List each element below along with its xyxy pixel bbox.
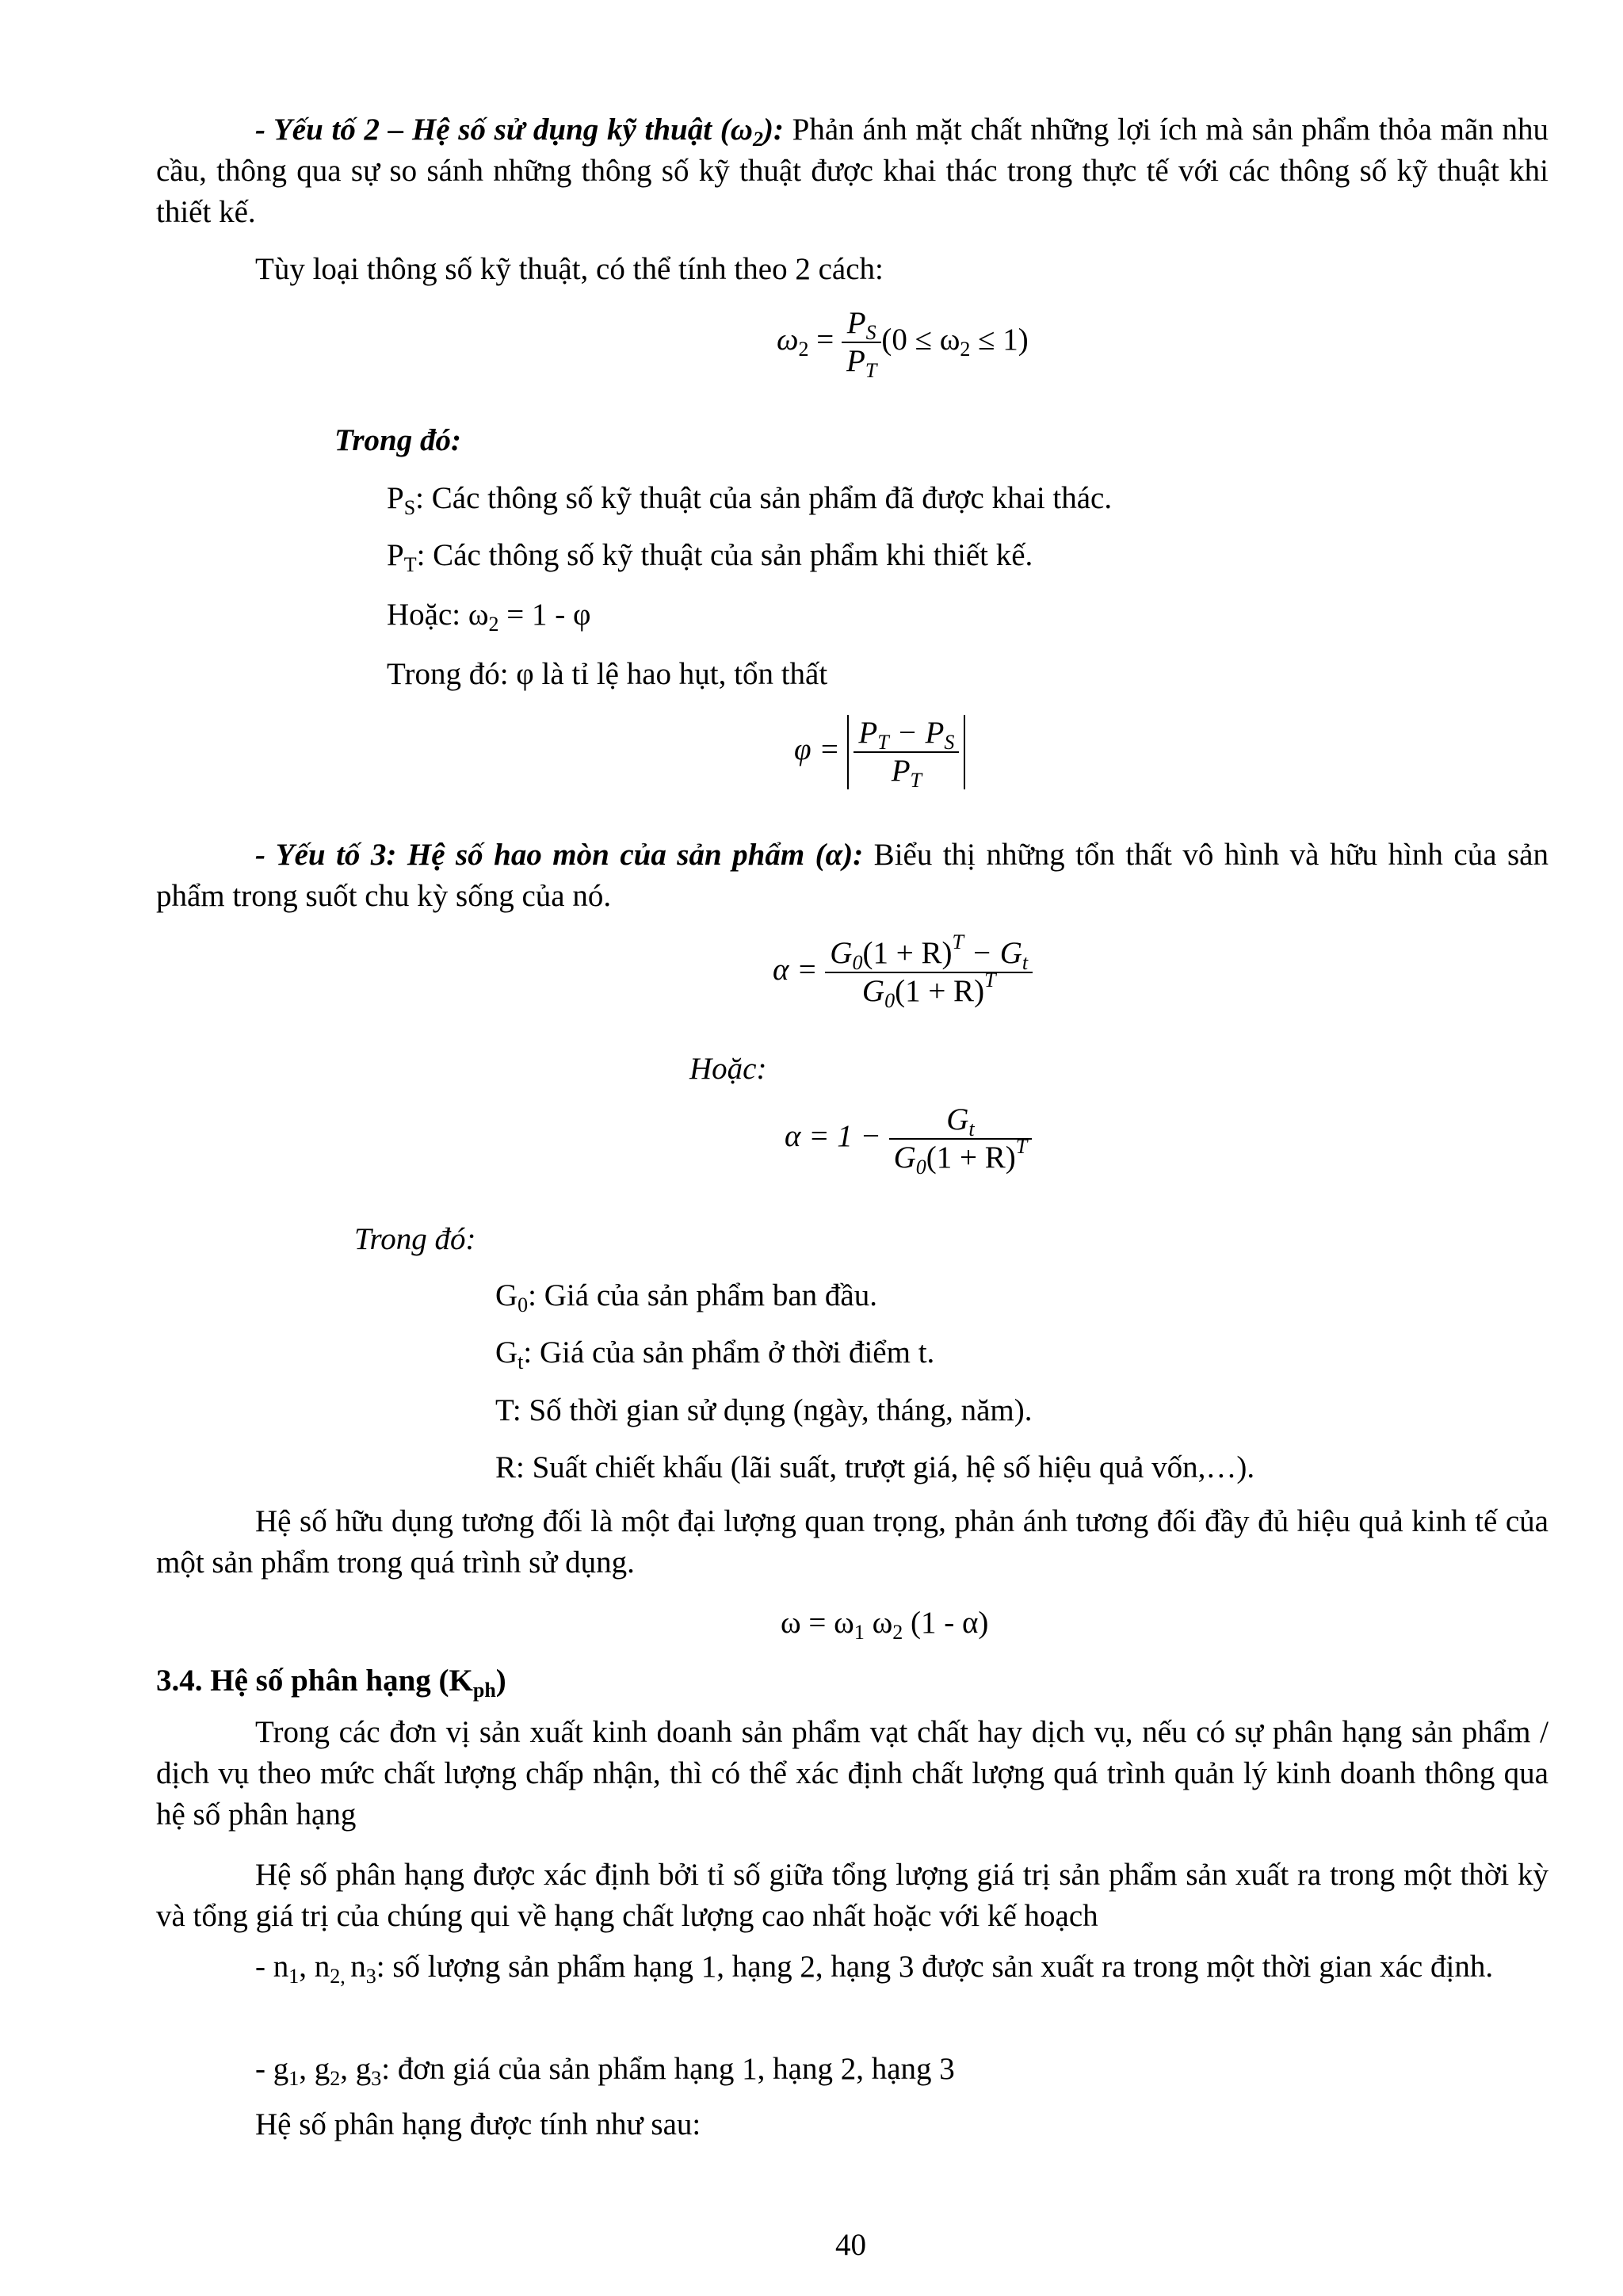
summary-paragraph: Hệ số hữu dụng tương đối là một đại lượng quan trọng, phản ánh tương đối đầy đủ hiệu quả kinh tế của một sản phẩm trong quá trình sử dụng. xyxy=(156,1504,1549,1580)
n-definition: - $n_1$, $n_{2,}$ $n_3$: số lượng sản phẩm hạng 1, hạng 2, hạng 3 được sản xuất ra trong một thời gian xác định. xyxy=(255,1950,1494,1988)
factor3-paragraph xyxy=(156,835,1549,917)
omega2-equation: $\omega_2$ = $\frac{P_S}{P_T}$ $(0 \le \omega_2 \le 1)$ xyxy=(777,306,1029,382)
factor3-title: - Yếu tố 3: Hệ số hao mòn của sản phẩm (α): xyxy=(255,838,864,872)
factor2-title: - Yếu tố 2 – Hệ số sử dụng kỹ thuật $(\omega_2)$: xyxy=(255,113,784,151)
omega2-alt-formula: Hoặc: $\omega_2 = 1 - \varphi$ xyxy=(387,598,591,636)
factor3-text: Biểu thị những tổn thất vô hình và hữu hình của sản phẩm trong suốt chu kỳ sống của nó. xyxy=(156,838,1549,913)
ps-definition: $P_S$: Các thông số kỹ thuật của sản phẩm đã được khai thác. xyxy=(387,481,1113,519)
def-g0: $G_0$: Giá của sản phẩm ban đầu. xyxy=(495,1278,877,1316)
factor2-ways-text: Tùy loại thông số kỹ thuật, có thể tính theo 2 cách: xyxy=(255,252,884,286)
g-definition: - $g_1$, $g_2$, $g_3$: đơn giá của sản phẩm hạng 1, hạng 2, hạng 3 xyxy=(255,2052,955,2090)
where-label-2: Trong đó: xyxy=(354,1222,476,1256)
or-label: Hoặc: xyxy=(689,1052,767,1086)
def-r: R: Suất chiết khấu (lãi suất, trượt giá, hệ số hiệu quả vốn,…). xyxy=(495,1450,1255,1484)
phi-equation: φ = $\frac{P_T - P_S}{P_T}$ xyxy=(794,715,965,789)
page-number: 40 xyxy=(835,2228,866,2262)
section34-paragraph-3: Hệ số phân hạng được tính như sau: xyxy=(255,2107,701,2141)
section34-paragraph-2: Hệ số phân hạng được xác định bởi tỉ số giữa tổng lượng giá trị sản phẩm sản xuất ra trong một thời kỳ và tổng giá trị của chúng qui về hạng chất lượng cao nhất hoặc với kế hoạch xyxy=(156,1858,1549,1933)
phi-absolute-value: $\frac{P_T - P_S}{P_T}$ xyxy=(847,715,965,789)
phi-definition: Trong đó: φ là tỉ lệ hao hụt, tổn thất xyxy=(387,657,828,691)
ps-over-pt-fraction: $\frac{P_S}{P_T}$ xyxy=(842,305,881,380)
where-label-1: Trong đó: xyxy=(334,423,461,457)
factor2-text: Phản ánh mặt chất những lợi ích mà sản phẩm thỏa mãn nhu cầu, thông qua sự so sánh những thông số kỹ thuật được khai thác trong thực tế với các thông số kỹ thuật khi thiết kế. xyxy=(156,113,1549,229)
def-t: T: Số thời gian sử dụng (ngày, tháng, năm). xyxy=(495,1393,1033,1427)
alpha-equation-1: α = $\frac{G_0(1 + R)^T - G_t}{G_0(1 + R)^T}$ xyxy=(773,935,1033,1010)
pt-definition: $P_T$: Các thông số kỹ thuật của sản phẩm khi thiết kế. xyxy=(387,538,1033,576)
alpha-equation-2: α = 1 − $\frac{G_t}{G_0(1 + R)^T}$ xyxy=(785,1102,1032,1176)
def-gt: $G_t$: Giá của sản phẩm ở thời điểm t. xyxy=(495,1335,935,1373)
omega-formula: $\omega = \omega_1$ $\omega_2$ (1 - α) xyxy=(781,1606,989,1644)
factor2-paragraph xyxy=(156,109,1549,233)
section-heading-3-4: 3.4. Hệ số phân hạng $(K_{ph})$ xyxy=(156,1664,506,1702)
section34-paragraph-1: Trong các đơn vị sản xuất kinh doanh sản phẩm vạt chất hay dịch vụ, nếu có sự phân hạng sản phẩm / dịch vụ theo mức chất lượng chấp nhận, thì có thể xác định chất lượng quá trình quản lý kinh doanh thông qua hệ số phân hạng xyxy=(156,1715,1549,1832)
